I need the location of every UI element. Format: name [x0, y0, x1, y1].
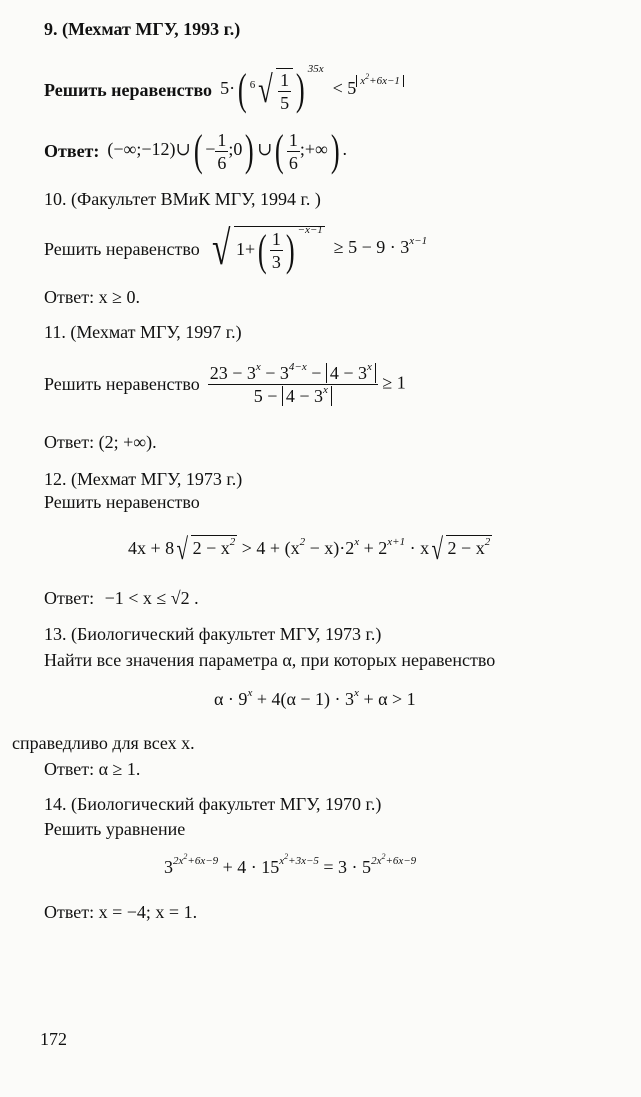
problem-11-answer: Ответ: (2; +∞).: [44, 432, 157, 452]
problem-10-answer: Ответ: x ≥ 0.: [44, 287, 140, 307]
problem-14-answer: Ответ: x = −4; x = 1.: [44, 902, 198, 922]
problem-13-answer: Ответ: α ≥ 1.: [44, 759, 141, 779]
problem-11-formula: $\frac{23 - 3^x - 3^{4-x} - 4 - 3^x}{5 - 4 - 3^x}$ ≥ 1: [209, 360, 406, 406]
problem-11-title: 11. (Мехмат МГУ, 1997 г.): [44, 322, 242, 342]
problem-13-continuation: справедливо для всех x.: [12, 733, 195, 753]
problem-10-title: 10. (Факультет ВМиК МГУ, 1994 г. ): [44, 189, 321, 209]
problem-12-answer-formula: −1 < x ≤ √2 .: [104, 588, 199, 608]
problem-9-statement: [44, 60, 404, 120]
problem-12-answer: [44, 589, 199, 607]
problem-9-formula: 5·( $^6$√ $\frac{1}{5}$ ) $^{35x}$ < 5 $^{x^2+6x-1}$: [220, 68, 404, 112]
problem-12-answer-label: Ответ:: [44, 588, 95, 608]
problem-9-answer: [44, 128, 347, 174]
problem-13-title: 13. (Биологический факультет МГУ, 1973 г.): [44, 624, 382, 644]
problem-10-statement: [44, 216, 427, 282]
problem-9-task: Решить неравенство: [44, 80, 213, 100]
problem-10-task: Решить неравенство: [44, 239, 200, 259]
problem-9-title: 9. (Мехмат МГУ, 1993 г.): [44, 19, 241, 39]
problem-12-title: 12. (Мехмат МГУ, 1973 г.): [44, 469, 243, 489]
problem-10-formula: √ 1+( $\frac{1}{3}$ ) $^{-x-1} \ge 5 - 9 \cdot 3^{x-1}$: [211, 222, 428, 275]
problem-9-answer-formula: (−∞;−12)∪( − $\frac{1}{6}$ ;0) ∪( $\frac{1}{6}$ ;+∞) .: [107, 126, 347, 175]
problem-11-task: Решить неравенство: [44, 374, 200, 394]
problem-14-task: Решить уравнение: [44, 819, 186, 839]
problem-13-task: Найти все значения параметра α, при которых неравенство: [44, 650, 496, 670]
page-number: 172: [40, 1029, 67, 1049]
problem-9-answer-label: Ответ:: [44, 141, 100, 161]
problem-14-formula: $3^{2x^2+6x-9} + 4 \cdot 15^{x^2+3x-5} = 3 \cdot 5^{2x^2+6x-9}$: [164, 852, 417, 877]
problem-12-task: Решить неравенство: [44, 492, 200, 512]
problem-14-title: 14. (Биологический факультет МГУ, 1970 г.): [44, 794, 382, 814]
problem-13-formula: $\alpha \cdot 9^x + 4(\alpha - 1) \cdot 3^x + \alpha > 1$: [214, 687, 416, 709]
problem-11-statement: [44, 346, 406, 422]
problem-12-formula: 4x + 8√ $2 - x^2 > 4 + (x^2 - x)\cdot 2^x + 2^{x+1} \cdot x√$ $2 - x^2$: [128, 533, 491, 566]
